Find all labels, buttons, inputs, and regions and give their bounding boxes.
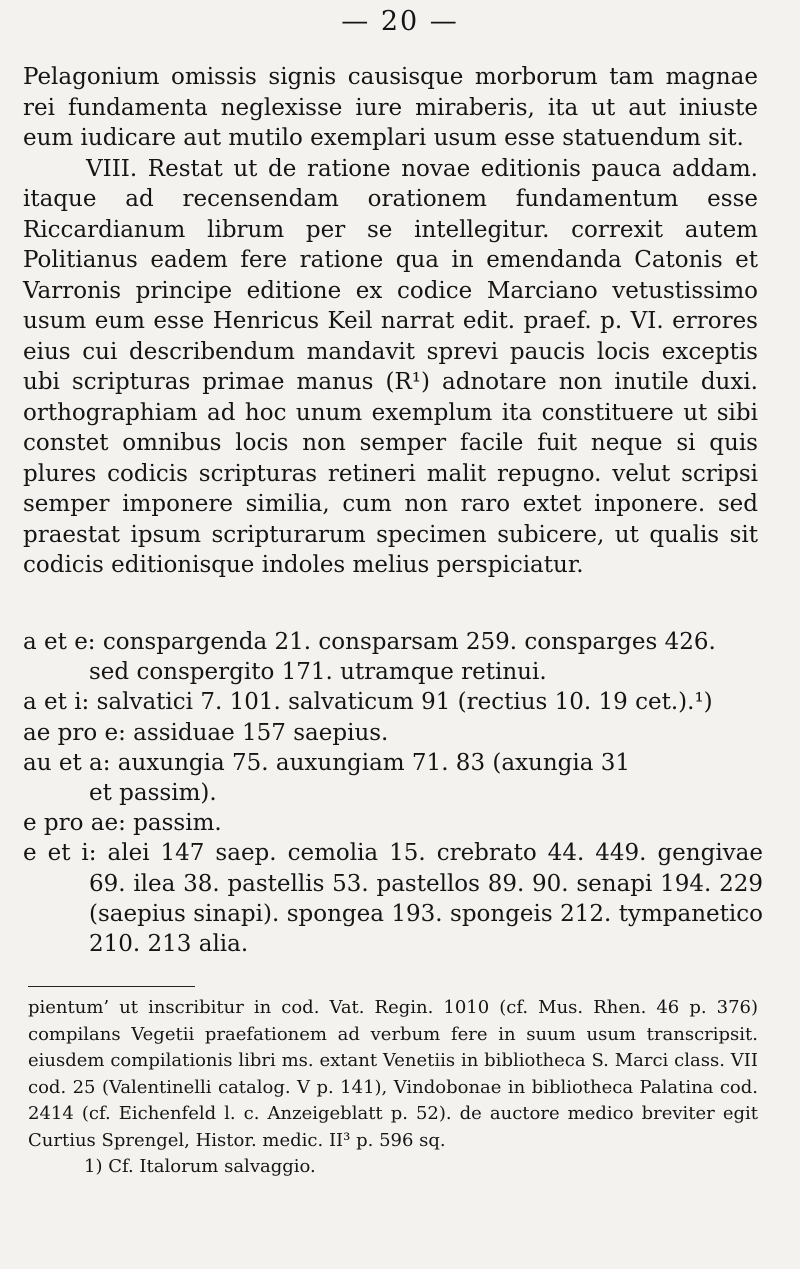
list-item: au et a: auxungia 75. auxungiam 71. 83 (axungia 31 [23, 749, 631, 776]
footnote-rule [28, 986, 195, 987]
paragraph-2: VIII. Restat ut de ratione novae editionis pauca addam. itaque ad recensendam orationem fundamentum esse Riccardianum librum per se intellegitur. correxit autem Politianus eadem fere ratione qua in emendanda Catonis et Varronis principe editione ex codice Marciano vetustissimo usum eum esse Henricus Keil narrat edit. praef. p. VI. errores eius cui describendum mandavit sprevi paucis locis exceptis ubi scripturas primae manus (R¹) adnotare non inutile duxi. orthographiam ad hoc unum exemplum ita constituere ut sibi constet omnibus locis non semper facile fuit neque si quis plures codicis scripturas retineri malit repugno. velut scripsi semper imponere similia, cum non raro extet inponere. sed praestat ipsum scripturarum specimen subicere, ut qualis sit codicis editionisque indoles melius perspiciatur. [23, 155, 758, 578]
main-text [23, 62, 758, 581]
paragraph-1: Pelagonium omissis signis causisque morborum tam magnae rei fundamenta neglexisse iure miraberis, ita ut aut iniuste eum iudicare aut mutilo exemplari usum esse statuendum sit. [23, 64, 758, 151]
footnote-continuation: pientum’ ut inscribitur in cod. Vat. Regin. 1010 (cf. Mus. Rhen. 46 p. 376) compilans Vegetii praefationem ad verbum fere in suum usum transcripsit. eiusdem compilationis libri ms. extant Venetiis in bibliotheca S. Marci class. VII cod. 25 (Valentinelli catalog. V p. 141), Vindobonae in bibliotheca Palatina cod. 2414 (cf. Eichenfeld l. c. Anzeigeblatt p. 52). de auctore medico breviter egit Curtius Sprengel, Histor. medic. II³ p. 596 sq. [28, 997, 758, 1151]
list-item: et passim). [89, 780, 217, 807]
list-item: a et e: conspargenda 21. consparsam 259. consparges 426. [23, 629, 716, 655]
list-item: e pro ae: passim. [23, 810, 222, 837]
list-item: a et i: salvatici 7. 101. salvaticum 91 (rectius 10. 19 cet.).¹) [23, 689, 713, 716]
list-item: sed conspergito 171. utramque retinui. [89, 659, 547, 686]
footnote-1: 1) Cf. Italorum salvaggio. [84, 1156, 316, 1177]
orthography-list [23, 627, 763, 959]
page-number: — 20 — [341, 6, 459, 37]
footnotes [28, 995, 758, 1181]
list-item: e et i: alei 147 saep. cemolia 15. crebrato 44. 449. gengivae 69. ilea 38. pastellis 53. pastellos 89. 90. senapi 194. 229 (saepius sinapi). spongea 193. spongeis 212. tympanetico 210. 213 alia. [23, 840, 763, 958]
list-item: ae pro e: assiduae 157 saepius. [23, 719, 389, 746]
